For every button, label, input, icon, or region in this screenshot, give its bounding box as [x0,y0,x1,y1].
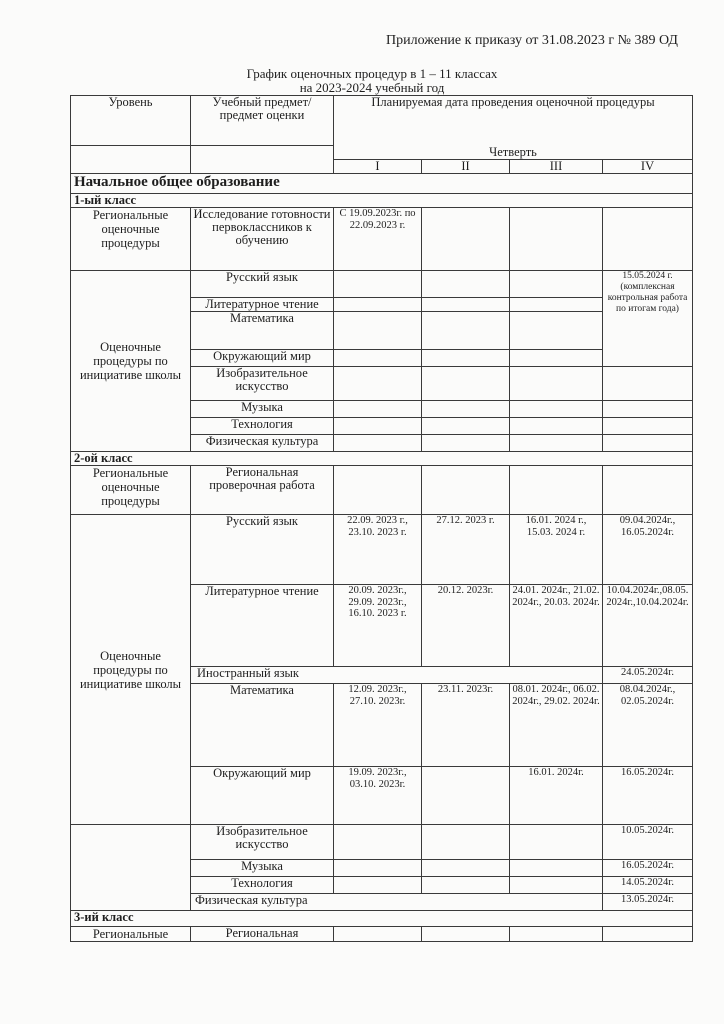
grade-3-label: 3-ий класс [71,911,693,927]
date-cell: 16.01. 2024 г., 15.03. 2024 г. [510,515,603,585]
subject-cell: Изобразительное искусство [191,367,334,401]
appendix-note: Приложение к приказу от 31.08.2023 г № 389 ОД [386,33,678,48]
date-cell: 10.05.2024г. [603,825,693,860]
subject-cell: Математика [191,312,334,350]
quarter-3: III [510,160,603,174]
date-cell: 23.11. 2023г. [422,684,510,767]
date-cell: 12.09. 2023г., 27.10. 2023г. [334,684,422,767]
date-cell: 10.04.2024г.,08.05.2024г.,10.04.2024г. [603,585,693,667]
quarter-2: II [422,160,510,174]
level-school-initiative: Оценочные процедуры по инициативе школы [71,515,191,825]
schedule-table [70,95,693,942]
table-row [71,515,693,585]
grade-2-label: 2-ой класс [71,452,693,466]
quarter-numbers-row [71,160,693,174]
subject-cell: Физическая культура [191,894,603,911]
subject-cell: Технология [191,877,334,894]
date-cell: 24.01. 2024г., 21.02. 2024г., 20.03. 2024г. [510,585,603,667]
col-header-level: Уровень [71,96,191,146]
q4-comprehensive-note: 15.05.2024 г. (комплексная контрольная работа по итогам года) [603,271,693,367]
header-row [71,96,693,146]
table-row [71,894,693,911]
document-subtitle: на 2023-2024 учебный год [299,80,445,95]
quarter-4: IV [603,160,693,174]
table-row [71,271,693,298]
date-cell: 16.05.2024г. [603,767,693,825]
subject-cell: Иностранный язык [191,667,603,684]
subject-cell: Музыка [191,860,334,877]
grade-row [71,911,693,927]
col-header-quarter: Четверть [334,146,693,160]
table-row [71,927,693,942]
table-row [71,825,693,860]
level-regional: Региональные оценочные процедуры [71,208,191,271]
subject-cell: Окружающий мир [191,350,334,367]
quarter-1: I [334,160,422,174]
table-row [71,877,693,894]
subject-cell: Русский язык [191,271,334,298]
table-row [71,466,693,515]
subject-cell: Региональная [191,927,334,942]
date-cell: 08.04.2024г., 02.05.2024г. [603,684,693,767]
date-cell: 16.05.2024г. [603,860,693,877]
grade-1-label: 1-ый класс [71,194,693,208]
subject-cell: Изобразительное искусство [191,825,334,860]
level-regional: Региональные [71,927,191,942]
date-cell: 08.01. 2024г., 06.02. 2024г., 29.02. 2024г. [510,684,603,767]
subject-cell: Региональная проверочная работа [191,466,334,515]
date-cell: 27.12. 2023 г. [422,515,510,585]
date-cell: 16.01. 2024г. [510,767,603,825]
level-regional: Региональные оценочные процедуры [71,466,191,515]
date-cell: 14.05.2024г. [603,877,693,894]
section-primary-education: Начальное общее образование [71,174,693,194]
level-school-initiative: Оценочные процедуры по инициативе школы [71,271,191,452]
col-header-subject: Учебный предмет/предмет оценки [191,96,334,146]
section-row [71,174,693,194]
subject-cell: Литературное чтение [191,585,334,667]
date-cell: 24.05.2024г. [603,667,693,684]
date-cell: 19.09. 2023г., 03.10. 2023г. [334,767,422,825]
quarter-label-row [71,146,693,160]
date-cell: 13.05.2024г. [603,894,693,911]
subject-cell: Литературное чтение [191,298,334,312]
date-cell: С 19.09.2023г. по 22.09.2023 г. [334,208,422,271]
subject-cell: Русский язык [191,515,334,585]
subject-cell: Исследование готовности первоклассников к обучению [191,208,334,271]
table-row [71,208,693,271]
subject-cell: Окружающий мир [191,767,334,825]
document-title: График оценочных процедур в 1 – 11 классах [246,66,498,81]
date-cell: 20.09. 2023г., 29.09. 2023г., 16.10. 2023 г. [334,585,422,667]
table-row [71,860,693,877]
date-cell: 09.04.2024г., 16.05.2024г. [603,515,693,585]
subject-cell: Технология [191,418,334,435]
col-header-planned: Планируемая дата проведения оценочной процедуры [334,96,693,146]
subject-cell: Физическая культура [191,435,334,452]
date-cell: 20.12. 2023г. [422,585,510,667]
subject-cell: Музыка [191,401,334,418]
date-cell [422,767,510,825]
subject-cell: Математика [191,684,334,767]
grade-row [71,194,693,208]
date-cell: 22.09. 2023 г., 23.10. 2023 г. [334,515,422,585]
grade-row [71,452,693,466]
